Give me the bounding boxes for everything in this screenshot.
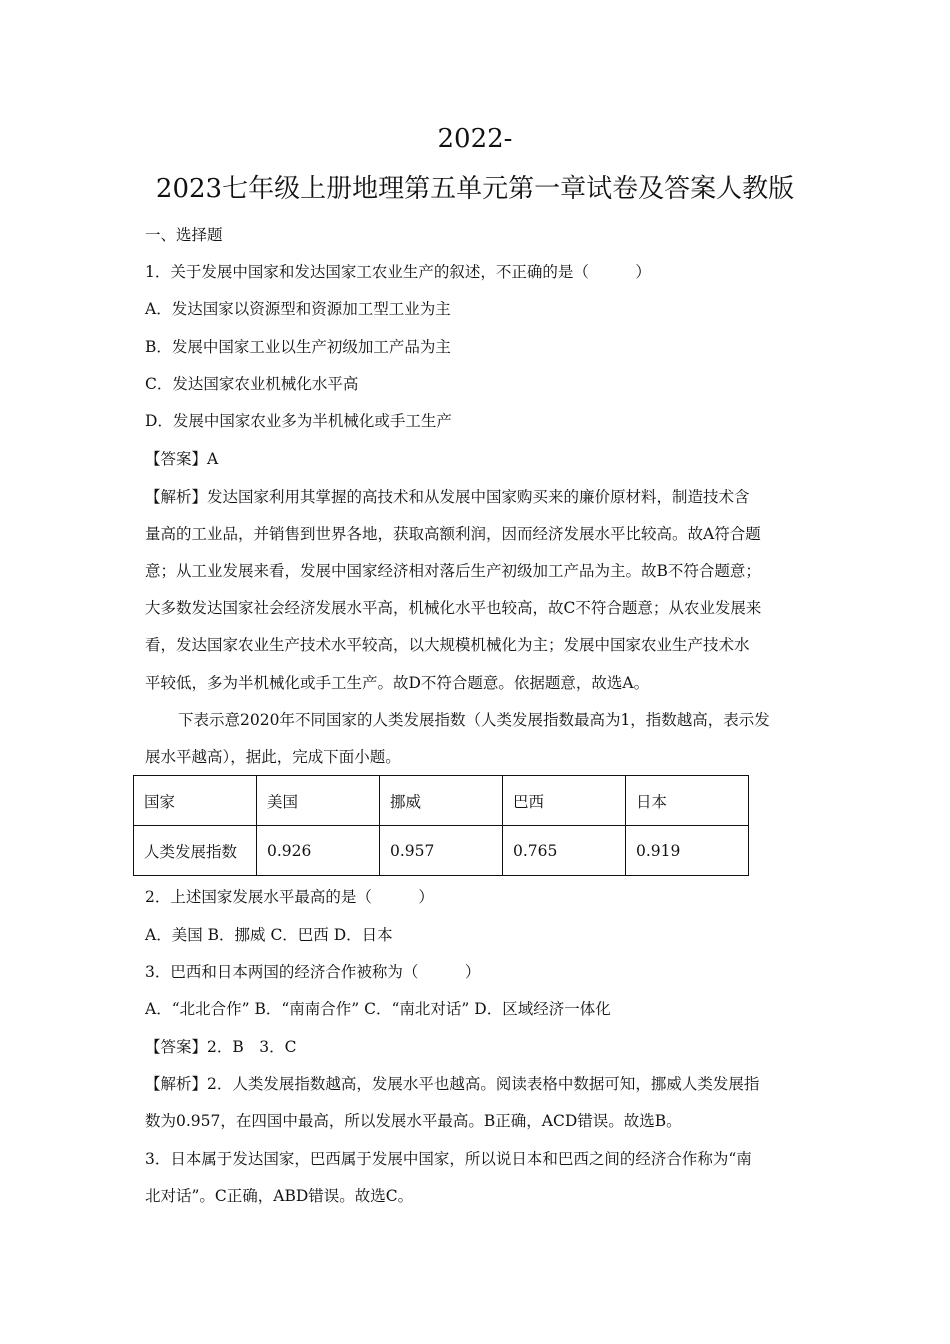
table-cell: 巴西 xyxy=(503,776,626,826)
question-1-analysis-line: 【解析】发达国家利用其掌握的高技术和从发展中国家购买来的廉价原材料，制造技术含 xyxy=(145,488,750,506)
analysis-2-3-line: 3．日本属于发达国家，巴西属于发展中国家，所以说日本和巴西之间的经济合作称为“南 xyxy=(145,1150,752,1168)
question-1-analysis-line: 大多数发达国家社会经济发展水平高，机械化水平也较高，故C不符合题意；从农业发展来 xyxy=(145,599,762,617)
question-1-option-c: C．发达国家农业机械化水平高 xyxy=(145,375,359,393)
question-1-analysis-line: 量高的工业品，并销售到世界各地，获取高额利润，因而经济发展水平比较高。故A符合题 xyxy=(145,525,761,543)
question-1-analysis-line: 看，发达国家农业生产技术水平较高，以大规模机械化为主；发展中国家农业生产技术水 xyxy=(145,636,750,654)
question-1-option-a: A．发达国家以资源型和资源加工型工业为主 xyxy=(145,300,451,318)
question-1-option-b: B．发展中国家工业以生产初级加工产品为主 xyxy=(145,338,451,356)
table-row xyxy=(134,826,749,876)
table-intro-line: 下表示意2020年不同国家的人类发展指数（人类发展指数最高为1，指数越高，表示发 xyxy=(178,711,770,729)
table-cell: 0.765 xyxy=(503,826,626,876)
table-cell: 日本 xyxy=(626,776,749,826)
table-cell: 美国 xyxy=(257,776,380,826)
analysis-2-3-line: 数为0.957，在四国中最高，所以发展水平最高。B正确，ACD错误。故选B。 xyxy=(145,1112,682,1130)
table-cell: 0.926 xyxy=(257,826,380,876)
section-heading: 一、选择题 xyxy=(145,226,223,244)
hdi-table xyxy=(133,775,749,876)
document-title-line-1: 2022- xyxy=(437,124,513,154)
table-cell: 人类发展指数 xyxy=(134,826,257,876)
question-3-stem: 3．巴西和日本两国的经济合作被称为（ ） xyxy=(145,963,481,981)
question-1-stem: 1．关于发展中国家和发达国家工农业生产的叙述，不正确的是（ ） xyxy=(145,263,651,281)
analysis-2-3-line: 北对话”。C正确，ABD错误。故选C。 xyxy=(145,1187,414,1205)
table-cell: 国家 xyxy=(134,776,257,826)
analysis-2-3-line: 【解析】2．人类发展指数越高，发展水平也越高。阅读表格中数据可知，挪威人类发展指 xyxy=(145,1075,760,1093)
question-1-answer: 【答案】A xyxy=(145,450,219,468)
table-header-row xyxy=(134,776,749,826)
document-title-line-2: 2023七年级上册地理第五单元第一章试卷及答案人教版 xyxy=(155,174,795,204)
question-1-analysis-line: 平较低，多为半机械化或手工生产。故D不符合题意。依据题意，故选A。 xyxy=(145,674,650,692)
table-intro-line: 展水平越高），据此，完成下面小题。 xyxy=(145,748,401,766)
table-cell: 挪威 xyxy=(380,776,503,826)
question-1-option-d: D．发展中国家农业多为半机械化或手工生产 xyxy=(145,412,452,430)
question-1-analysis-line: 意；从工业发展来看，发展中国家经济相对落后生产初级加工产品为主。故B不符合题意； xyxy=(145,562,761,580)
question-2-options: A．美国 B．挪威 C．巴西 D．日本 xyxy=(145,926,393,944)
table-cell: 0.919 xyxy=(626,826,749,876)
question-3-options: A．“北北合作” B．“南南合作” C．“南北对话” D．区域经济一体化 xyxy=(145,1000,611,1018)
answer-2-3: 【答案】2．B 3．C xyxy=(145,1038,297,1056)
table-cell: 0.957 xyxy=(380,826,503,876)
question-2-stem: 2．上述国家发展水平最高的是（ ） xyxy=(145,888,434,906)
